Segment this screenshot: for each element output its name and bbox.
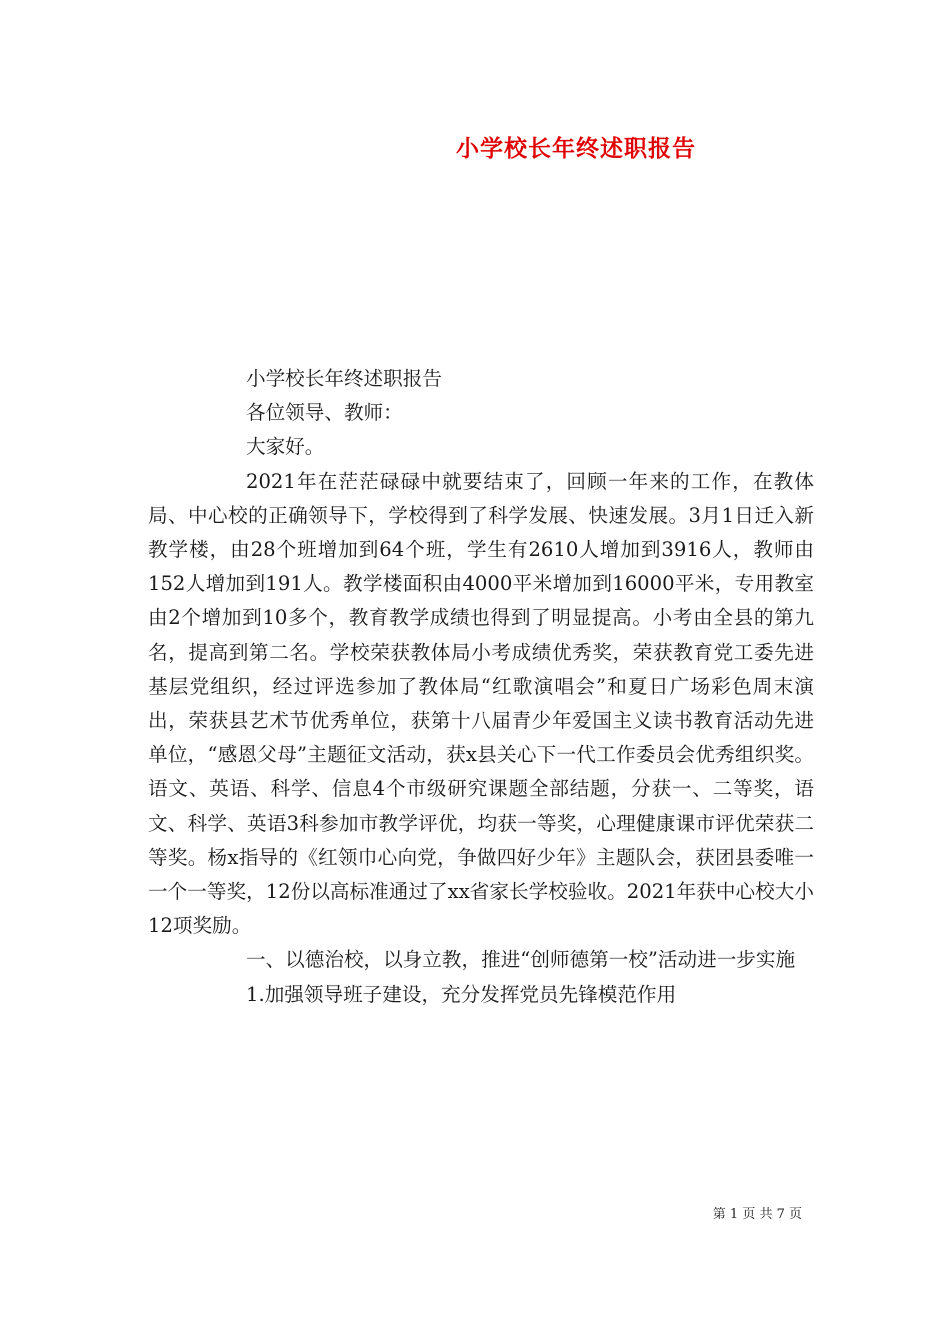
- subsection-heading-1-1: 1.加强领导班子建设，充分发挥党员先锋模范作用: [246, 982, 677, 1006]
- body-heading: 小学校长年终述职报告: [246, 367, 442, 390]
- page-number: 第 1 页 共 7 页: [712, 1207, 802, 1222]
- greeting: 大家好。: [246, 435, 325, 459]
- document-title: 小学校长年终述职报告: [456, 135, 696, 162]
- document-body: [148, 362, 814, 1012]
- salutation: 各位领导、教师：: [246, 401, 403, 425]
- section-heading-1: 一、以德治校，以身立教，推进“创师德第一校”活动进一步实施: [246, 948, 796, 972]
- paragraph-summary: 2021年在茫茫碌碌中就要结束了，回顾一年来的工作，在教体局、中心校的正确领导下，学校得到了科学发展、快速发展。3月1日迁入新教学楼，由28个班增加到64个班，学生有2610人增加到3916人，教师由152人增加到191人。教学楼面积由4000平米增加到16000平米，专用教室由2个增加到10多个，教育教学成绩也得到了明显提高。小考由全县的第九名，提高到第二名。学校荣获教体局小考成绩优秀奖，荣获教育党工委先进基层党组织，经过评选参加了教体局“红歌演唱会”和夏日广场彩色周末演出，荣获县艺术节优秀单位，获第十八届青少年爱国主义读书教育活动先进单位，“感恩父母”主题征文活动，获x县关心下一代工作委员会优秀组织奖。语文、英语、科学、信息4个市级研究课题全部结题，分获一、二等奖，语文、科学、英语3科参加市教学评优，均获一等奖，心理健康课市评优荣获二等奖。杨x指导的《红领巾心向党，争做四好少年》主题队会，获团县委唯一一个一等奖，12份以高标准通过了xx省家长学校验收。2021年获中心校大小12项奖励。: [148, 469, 814, 938]
